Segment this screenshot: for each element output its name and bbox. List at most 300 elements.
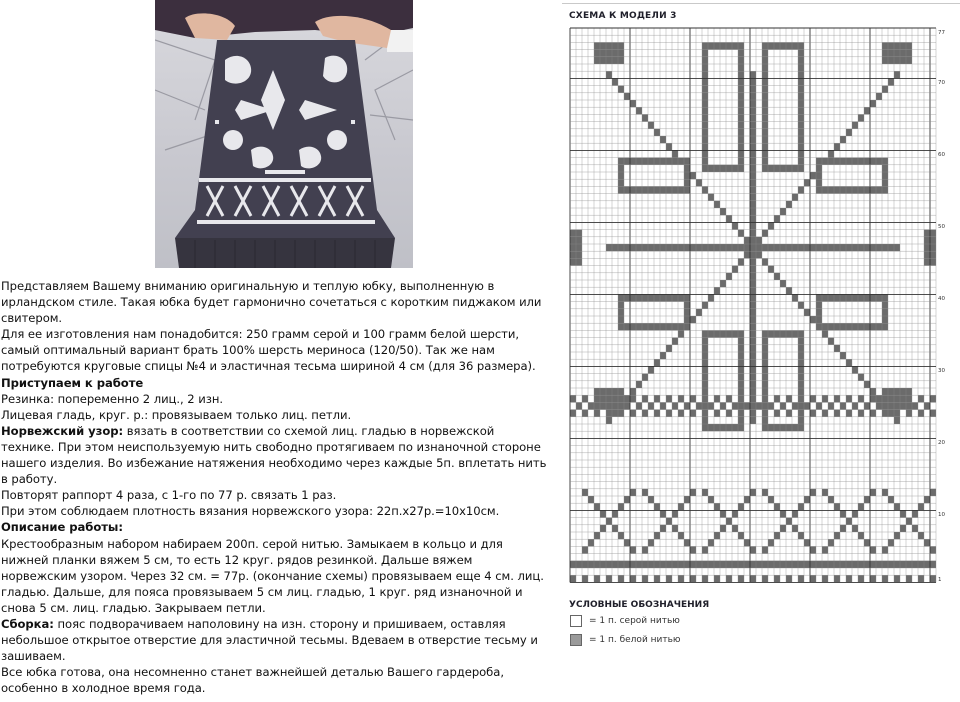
chart-cell-grey [840, 294, 846, 301]
intro-paragraph: Представляем Вашему вниманию оригинальную и теплую юбку, выполненную в ирландском стиле. Такая юбка будет гармонично сочетаться с коротким пиджаком или свитером. [1, 279, 542, 326]
chart-cell-grey [744, 244, 750, 251]
chart-cell-grey [882, 294, 888, 301]
chart-cell-grey [636, 294, 642, 301]
chart-cell-grey [684, 309, 690, 316]
chart-cell-grey [600, 388, 606, 395]
chart-cell-grey [876, 186, 882, 193]
chart-cell-grey [606, 402, 612, 409]
chart-cell-grey [618, 402, 624, 409]
materials-paragraph: Для ее изготовления нам понадобится: 250 грамм серой и 100 грамм белой шерсти, самый оптимальный вариант брать 100% шерсть мериноса (120/50). Так же нам потребуются круговые спицы №4 и эластичная тесьма шириной 4 см (для 36 размера). [1, 327, 536, 374]
chart-cell-grey [666, 395, 672, 402]
chart-cell-grey [816, 179, 822, 186]
chart-cell-grey [600, 402, 606, 409]
chart-cell-grey [606, 417, 612, 424]
chart-cell-grey [852, 366, 858, 373]
chart-cell-grey [648, 122, 654, 129]
chart-cell-grey [702, 158, 708, 165]
chart-cell-grey [750, 71, 756, 78]
chart-cell-grey [798, 417, 804, 424]
chart-cell-grey [750, 395, 756, 402]
chart-cell-grey [684, 172, 690, 179]
chart-cell-grey [684, 294, 690, 301]
chart-cell-grey [876, 158, 882, 165]
chart-cell-grey [810, 489, 816, 496]
chart-cell-grey [762, 352, 768, 359]
chart-cell-grey [702, 143, 708, 150]
chart-cell-grey [786, 575, 792, 582]
chart-cell-grey [762, 374, 768, 381]
chart-cell-grey [684, 302, 690, 309]
chart-cell-grey [912, 561, 918, 568]
chart-cell-grey [642, 374, 648, 381]
repeat-paragraph: Повторят раппорт 4 раза, с 1-го по 77 р. связать 1 раз. [1, 488, 337, 503]
chart-cell-grey [738, 352, 744, 359]
chart-cell-grey [888, 395, 894, 402]
chart-cell-grey [774, 215, 780, 222]
chart-cell-grey [882, 57, 888, 64]
chart-cell-grey [846, 395, 852, 402]
chart-cell-grey [702, 64, 708, 71]
chart-cell-grey [858, 158, 864, 165]
chart-cell-grey [702, 50, 708, 57]
chart-cell-grey [888, 78, 894, 85]
chart-cell-grey [762, 165, 768, 172]
chart-cell-grey [654, 158, 660, 165]
chart-cell-grey [690, 575, 696, 582]
chart-cell-grey [618, 86, 624, 93]
chart-cell-grey [654, 244, 660, 251]
chart-cell-grey [672, 294, 678, 301]
chart-cell-grey [702, 489, 708, 496]
chart-cell-grey [714, 330, 720, 337]
chart-cell-grey [684, 158, 690, 165]
chart-cell-grey [864, 294, 870, 301]
chart-cell-grey [684, 539, 690, 546]
chart-cell-grey [762, 42, 768, 49]
chart-cell-grey [924, 561, 930, 568]
chart-cell-grey [930, 251, 936, 258]
chart-cell-grey [702, 86, 708, 93]
chart-cell-grey [870, 388, 876, 395]
chart-cell-grey [900, 57, 906, 64]
chart-cell-grey [702, 100, 708, 107]
chart-cell-grey [714, 410, 720, 417]
chart-cell-grey [600, 525, 606, 532]
chart-cell-grey [786, 424, 792, 431]
chart-cell-grey [618, 244, 624, 251]
chart-cell-grey [798, 107, 804, 114]
chart-cell-grey [732, 266, 738, 273]
chart-cell-grey [798, 129, 804, 136]
chart-cell-grey [750, 266, 756, 273]
heading-assembly: Сборка: [1, 616, 54, 631]
chart-cell-grey [576, 402, 582, 409]
chart-cell-grey [612, 395, 618, 402]
chart-cell-grey [618, 57, 624, 64]
chart-cell-grey [594, 575, 600, 582]
chart-cell-grey [798, 338, 804, 345]
chart-cell-grey [786, 201, 792, 208]
chart-cell-grey [882, 50, 888, 57]
closing-paragraph: Все юбка готова, она несомненно станет важнейшей деталью Вашего гардероба, особенно в холодное время года. [1, 665, 504, 696]
chart-cell-grey [834, 244, 840, 251]
chart-cell-grey [798, 330, 804, 337]
chart-cell-grey [750, 309, 756, 316]
chart-cell-grey [894, 71, 900, 78]
chart-cell-grey [906, 410, 912, 417]
chart-cell-grey [834, 345, 840, 352]
chart-row-label: 50 [938, 224, 945, 231]
chart-cell-grey [582, 561, 588, 568]
chart-cell-grey [666, 244, 672, 251]
chart-cell-grey [858, 323, 864, 330]
chart-cell-grey [714, 575, 720, 582]
chart-cell-grey [798, 100, 804, 107]
chart-cell-grey [624, 402, 630, 409]
chart-cell-grey [786, 330, 792, 337]
chart-cell-grey [702, 93, 708, 100]
chart-cell-grey [732, 561, 738, 568]
chart-cell-grey [762, 100, 768, 107]
chart-cell-grey [618, 302, 624, 309]
chart-cell-grey [930, 395, 936, 402]
chart-cell-grey [738, 561, 744, 568]
chart-cell-grey [870, 410, 876, 417]
chart-cell-grey [714, 395, 720, 402]
chart-cell-grey [702, 129, 708, 136]
chart-cell-grey [582, 395, 588, 402]
chart-cell-grey [750, 273, 756, 280]
norwegian-text: вязать в соответствии со схемой лиц. гладью в норвежской технике. При этом неиспользуемую нить свободно протягиваем по изнаночной стороне нашего изделия. Во избежание натяжения необходимо через каждые 5п. вплетать нить в работу. [1, 423, 547, 487]
chart-cell-grey [828, 496, 834, 503]
skirt-photo [155, 0, 413, 268]
chart-cell-grey [798, 395, 804, 402]
chart-cell-grey [768, 561, 774, 568]
chart-cell-grey [672, 158, 678, 165]
chart-cell-grey [882, 561, 888, 568]
chart-cell-grey [762, 575, 768, 582]
chart-cell-grey [714, 561, 720, 568]
chart-cell-grey [738, 150, 744, 157]
chart-cell-grey [882, 186, 888, 193]
chart-cell-grey [834, 294, 840, 301]
chart-cell-grey [798, 86, 804, 93]
chart-cell-grey [870, 546, 876, 553]
chart-cell-grey [702, 417, 708, 424]
chart-cell-grey [828, 402, 834, 409]
chart-cell-grey [738, 57, 744, 64]
chart-cell-grey [714, 287, 720, 294]
chart-cell-grey [684, 323, 690, 330]
chart-cell-grey [918, 410, 924, 417]
chart-cell-grey [882, 179, 888, 186]
chart-cell-grey [786, 561, 792, 568]
chart-cell-grey [618, 316, 624, 323]
chart-cell-grey [882, 86, 888, 93]
chart-cell-grey [858, 374, 864, 381]
chart-cell-grey [762, 136, 768, 143]
chart-cell-grey [780, 510, 786, 517]
chart-cell-grey [792, 165, 798, 172]
chart-cell-grey [780, 561, 786, 568]
chart-cell-grey [660, 158, 666, 165]
chart-cell-grey [738, 258, 744, 265]
chart-cell-grey [834, 323, 840, 330]
chart-cell-grey [726, 561, 732, 568]
chart-cell-grey [654, 532, 660, 539]
chart-cell-grey [822, 546, 828, 553]
chart-cell-grey [810, 172, 816, 179]
chart-cell-grey [786, 410, 792, 417]
chart-cell-grey [852, 402, 858, 409]
chart-cell-grey [636, 186, 642, 193]
chart-cell-grey [750, 86, 756, 93]
chart-cell-grey [768, 496, 774, 503]
assembly-text: пояс подворачиваем наполовину на изн. сторону и пришиваем, оставляя небольшое открытое отверстие для эластичной тесьмы. Вдеваем в отверстие тесьму и зашиваем. [1, 616, 538, 664]
chart-cell-grey [570, 561, 576, 568]
chart-cell-grey [636, 244, 642, 251]
chart-cell-grey [900, 510, 906, 517]
chart-cell-grey [726, 273, 732, 280]
chart-cell-grey [594, 503, 600, 510]
chart-cell-grey [630, 575, 636, 582]
chart-cell-grey [726, 165, 732, 172]
chart-cell-grey [846, 129, 852, 136]
chart-cell-grey [870, 186, 876, 193]
chart-cell-grey [648, 186, 654, 193]
chart-cell-grey [924, 258, 930, 265]
chart-cell-grey [798, 114, 804, 121]
chart-cell-grey [816, 402, 822, 409]
chart-cell-grey [864, 323, 870, 330]
chart-cell-grey [852, 244, 858, 251]
chart-cell-grey [696, 309, 702, 316]
chart-cell-grey [822, 489, 828, 496]
chart-cell-grey [792, 42, 798, 49]
chart-cell-grey [750, 258, 756, 265]
chart-cell-grey [876, 93, 882, 100]
chart-cell-grey [630, 244, 636, 251]
chart-cell-grey [924, 237, 930, 244]
chart-cell-grey [738, 244, 744, 251]
chart-cell-grey [702, 366, 708, 373]
chart-cell-grey [606, 410, 612, 417]
chart-cell-grey [918, 395, 924, 402]
chart-cell-grey [666, 575, 672, 582]
chart-cell-grey [618, 309, 624, 316]
chart-cell-grey [702, 352, 708, 359]
chart-cell-grey [798, 186, 804, 193]
chart-cell-grey [882, 42, 888, 49]
chart-cell-grey [624, 323, 630, 330]
chart-cell-grey [882, 410, 888, 417]
legend-grey-label: = 1 п. серой нитью [589, 616, 680, 626]
chart-cell-grey [672, 186, 678, 193]
chart-cell-grey [750, 352, 756, 359]
chart-cell-grey [828, 158, 834, 165]
chart-cell-grey [576, 251, 582, 258]
chart-cell-grey [606, 42, 612, 49]
chart-cell-grey [834, 532, 840, 539]
chart-cell-grey [894, 50, 900, 57]
chart-cell-grey [810, 395, 816, 402]
chart-cell-grey [840, 561, 846, 568]
chart-cell-grey [708, 330, 714, 337]
chart-cell-grey [816, 309, 822, 316]
chart-cell-grey [798, 136, 804, 143]
chart-cell-grey [708, 561, 714, 568]
chart-cell-grey [750, 100, 756, 107]
chart-cell-grey [702, 359, 708, 366]
chart-cell-grey [600, 57, 606, 64]
chart-cell-grey [798, 150, 804, 157]
chart-cell-grey [792, 424, 798, 431]
chart-cell-grey [750, 208, 756, 215]
chart-cell-grey [702, 424, 708, 431]
chart-cell-grey [894, 244, 900, 251]
chart-cell-grey [672, 244, 678, 251]
chart-cell-grey [666, 561, 672, 568]
chart-cell-grey [714, 244, 720, 251]
chart-cell-grey [672, 323, 678, 330]
chart-cell-grey [738, 366, 744, 373]
chart-cell-grey [582, 575, 588, 582]
chart-cell-grey [708, 424, 714, 431]
chart-cell-grey [828, 150, 834, 157]
chart-cell-grey [792, 330, 798, 337]
chart-cell-grey [834, 503, 840, 510]
chart-cell-grey [744, 237, 750, 244]
chart-cell-grey [606, 244, 612, 251]
chart-cell-grey [642, 244, 648, 251]
chart-cell-grey [642, 294, 648, 301]
chart-cell-grey [816, 302, 822, 309]
chart-cell-grey [648, 496, 654, 503]
chart-cell-grey [678, 158, 684, 165]
chart-cell-grey [702, 114, 708, 121]
chart-cell-grey [912, 525, 918, 532]
chart-cell-grey [918, 575, 924, 582]
chart-cell-grey [924, 496, 930, 503]
chart-cell-grey [762, 50, 768, 57]
chart-cell-grey [780, 165, 786, 172]
chart-cell-grey [786, 244, 792, 251]
chart-cell-grey [762, 561, 768, 568]
chart-cell-grey [828, 294, 834, 301]
chart-cell-grey [690, 489, 696, 496]
chart-cell-grey [702, 150, 708, 157]
chart-cell-grey [720, 561, 726, 568]
chart-cell-grey [642, 561, 648, 568]
chart-cell-grey [594, 50, 600, 57]
chart-cell-grey [846, 561, 852, 568]
chart-cell-grey [666, 186, 672, 193]
chart-cell-grey [618, 395, 624, 402]
chart-cell-grey [840, 158, 846, 165]
chart-cell-grey [600, 42, 606, 49]
chart-cell-grey [792, 294, 798, 301]
chart-cell-grey [828, 186, 834, 193]
chart-cell-grey [762, 366, 768, 373]
chart-cell-grey [906, 42, 912, 49]
chart-cell-grey [738, 575, 744, 582]
chart-cell-grey [678, 330, 684, 337]
chart-cell-grey [642, 114, 648, 121]
chart-cell-grey [798, 78, 804, 85]
chart-cell-grey [798, 410, 804, 417]
chart-cell-grey [762, 57, 768, 64]
chart-cell-grey [666, 294, 672, 301]
chart-cell-grey [750, 316, 756, 323]
chart-cell-grey [642, 575, 648, 582]
chart-cell-grey [636, 402, 642, 409]
chart-cell-grey [600, 561, 606, 568]
chart-cell-grey [726, 215, 732, 222]
chart-cell-grey [714, 424, 720, 431]
chart-cell-grey [912, 402, 918, 409]
chart-cell-grey [762, 410, 768, 417]
chart-cell-grey [630, 561, 636, 568]
chart-cell-grey [696, 179, 702, 186]
chart-cell-grey [612, 525, 618, 532]
chart-cell-grey [702, 78, 708, 85]
chart-cell-grey [876, 561, 882, 568]
chart-cell-grey [684, 561, 690, 568]
chart-cell-grey [912, 510, 918, 517]
chart-cell-grey [798, 64, 804, 71]
chart-cell-grey [750, 122, 756, 129]
rib-paragraph: Резинка: попеременно 2 лиц., 2 изн. [1, 391, 224, 406]
chart-cell-grey [738, 410, 744, 417]
chart-cell-grey [672, 561, 678, 568]
chart-cell-grey [642, 186, 648, 193]
chart-cell-grey [732, 165, 738, 172]
chart-cell-grey [798, 143, 804, 150]
chart-cell-grey [864, 539, 870, 546]
chart-cell-grey [636, 381, 642, 388]
chart-cell-grey [720, 208, 726, 215]
chart-cell-grey [870, 100, 876, 107]
chart-cell-grey [762, 86, 768, 93]
chart-cell-grey [840, 402, 846, 409]
chart-cell-grey [804, 496, 810, 503]
chart-cell-grey [894, 575, 900, 582]
chart-cell-grey [612, 561, 618, 568]
chart-cell-grey [660, 294, 666, 301]
chart-cell-grey [732, 330, 738, 337]
chart-cell-grey [864, 381, 870, 388]
chart-cell-grey [762, 338, 768, 345]
chart-cell-grey [798, 42, 804, 49]
chart-cell-grey [822, 323, 828, 330]
chart-cell-grey [822, 294, 828, 301]
chart-cell-grey [696, 561, 702, 568]
chart-cell-grey [756, 402, 762, 409]
chart-cell-grey [930, 575, 936, 582]
chart-cell-grey [810, 546, 816, 553]
chart-cell-grey [594, 57, 600, 64]
chart-cell-grey [768, 222, 774, 229]
chart-cell-grey [798, 424, 804, 431]
chart-cell-grey [684, 496, 690, 503]
chart-cell-grey [762, 122, 768, 129]
chart-cell-grey [840, 136, 846, 143]
chart-cell-grey [888, 42, 894, 49]
chart-cell-grey [708, 194, 714, 201]
chart-cell-grey [846, 575, 852, 582]
chart-cell-grey [702, 71, 708, 78]
chart-cell-grey [738, 424, 744, 431]
